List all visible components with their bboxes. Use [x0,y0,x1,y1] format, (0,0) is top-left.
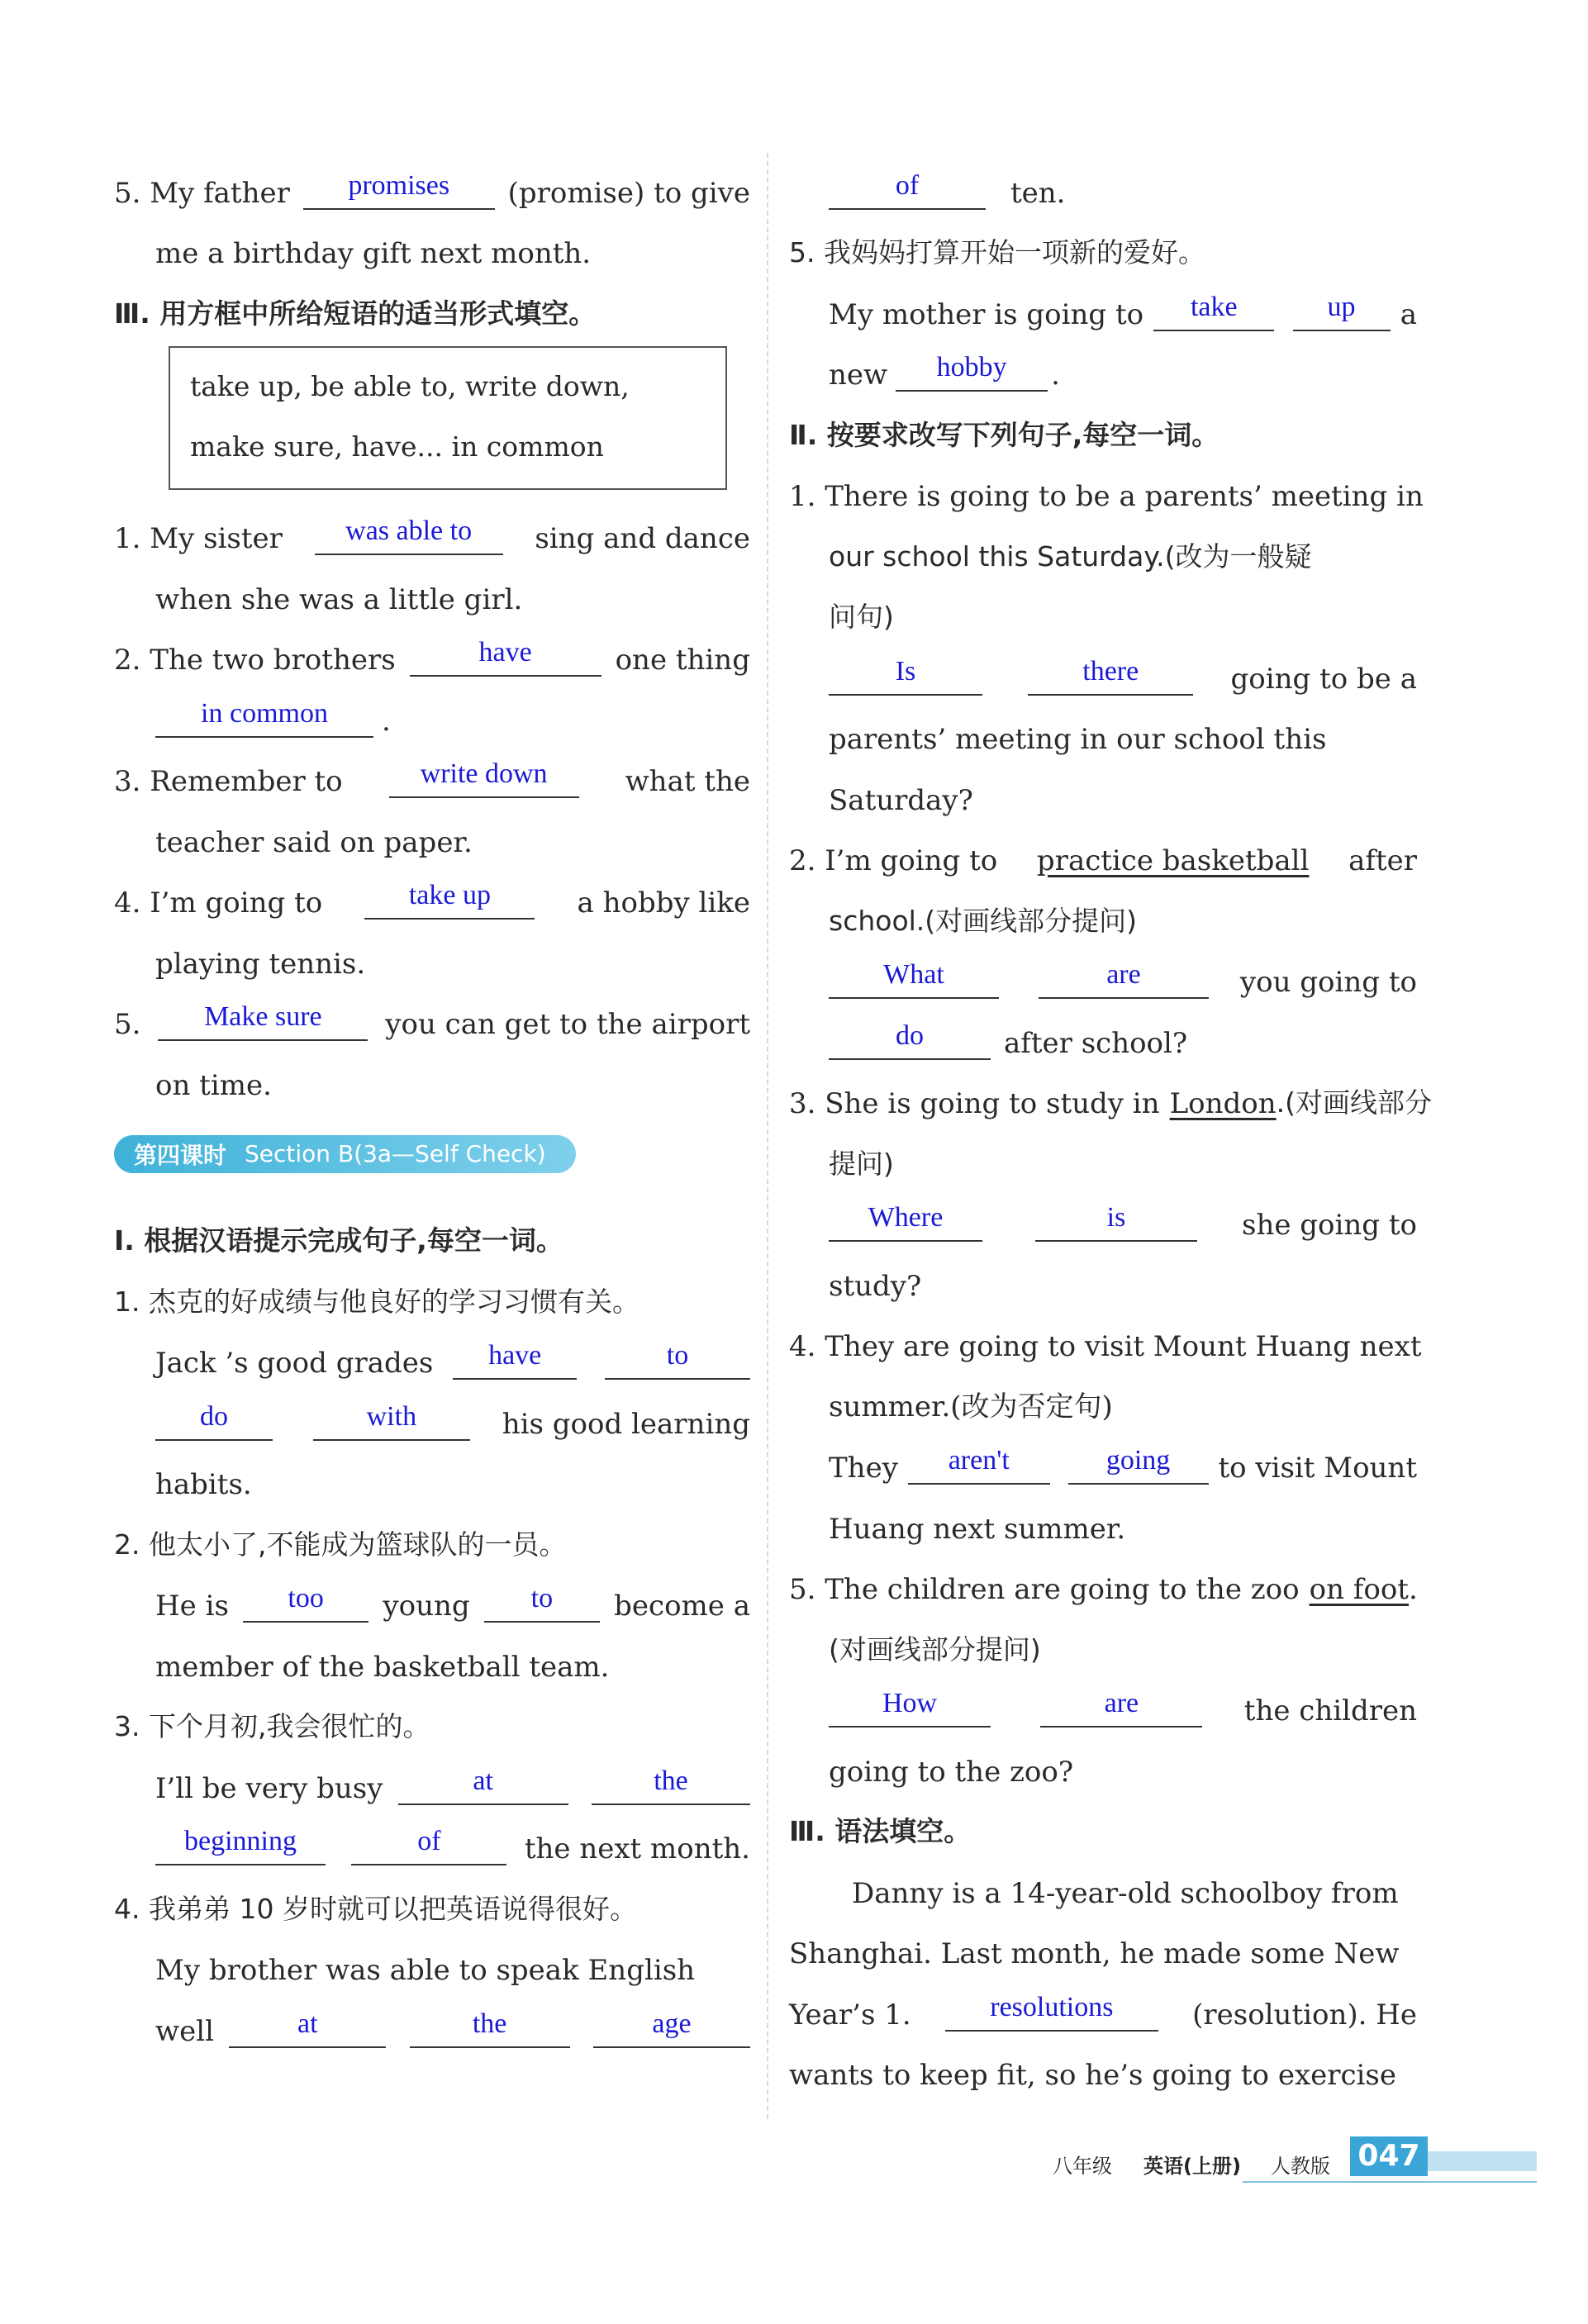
question-line: Where is she going to [789,1181,1417,1243]
question-line: playing tennis. [155,947,366,981]
underlined-phrase: on foot [1309,1573,1409,1606]
question-line: My brother was able to speak English [155,1954,696,1987]
answer-blank: promises [303,178,495,210]
answer-blank: beginning [155,1834,326,1865]
answer-blank: is [1035,1210,1197,1242]
question-line: 5. Make sure you can get to the airport [114,1001,750,1041]
lesson-banner: 第四课时 Section B(3a—Self Check) [114,1135,576,1173]
question-line: 3. Remember to write down what the [114,758,750,798]
page-number: 047 [1350,2136,1428,2176]
section-heading: Ⅲ. 语法填空。 [789,1815,972,1847]
left-q5-line2: me a birthday gift next month. [155,237,592,270]
left-column [114,149,750,2048]
passage-line: Year’s 1. resolutions (resolution). He [789,1991,1417,2032]
answer-blank: to [484,1591,600,1623]
question-line: Jack ’s good grades have to [114,1319,750,1381]
answer-blank: hobby [896,360,1048,392]
answer-blank: take up [364,888,535,920]
question-line: 问句) [829,601,894,633]
answer-blank: Where [829,1210,982,1242]
question-line: My mother is going to take up a [829,291,1417,331]
answer-blank: going [1068,1453,1209,1485]
subject-label: 英语(上册) [1143,2155,1241,2178]
answer-blank: of [829,178,986,210]
question-line: He is too young to become a [155,1583,750,1623]
question-line: 3. 下个月初,我会很忙的。 [114,1710,430,1742]
question-line: Huang next summer. [829,1512,1126,1546]
grade-label: 八年级 [1053,2155,1112,2178]
question-line: do with his good learning [114,1380,750,1441]
question-line: 4. 我弟弟 10 岁时就可以把英语说得很好。 [114,1892,637,1925]
question-line: school.(对画线部分提问) [829,904,1138,937]
passage-line: Shanghai. Last month, he made some New [789,1937,1400,1970]
question-line: How are the children [789,1667,1417,1728]
question-line: 5. 我妈妈打算开始一项新的爱好。 [789,236,1205,269]
question-line: on time. [155,1068,272,1102]
answer-blank: What [829,967,999,999]
edition-label: 人教版 [1271,2155,1330,2178]
question-line: 2. The two brothers have one thing [114,637,750,677]
passage-line: wants to keep fit, so he’s going to exercise [789,2059,1396,2092]
page-footer [1053,2135,1548,2184]
answer-blank: aren't [908,1453,1050,1485]
answer-blank: Make sure [158,1010,368,1041]
answer-blank: was able to [315,524,503,555]
footer-bar [1428,2151,1537,2171]
question-line: when she was a little girl. [155,582,523,616]
underlined-phrase: London [1169,1087,1277,1120]
answer-blank: to [605,1348,750,1380]
answer-blank: take [1153,300,1274,331]
footer-rule [1243,2181,1537,2183]
question-line: What are you going to [789,939,1417,1000]
question-line: Is there going to be a [789,634,1417,696]
question-line: 4. I’m going to take up a hobby like [114,880,750,920]
question-line: well at the age [114,1987,750,2048]
question-line: 1. There is going to be a parents’ meeting in [789,480,1424,513]
question-line: 1. 杰克的好成绩与他良好的学习习惯有关。 [114,1285,639,1318]
answer-blank: of [351,1834,506,1865]
question-line: in common . [114,677,750,738]
section-heading: Ⅲ. 用方框中所给短语的适当形式填空。 [114,297,597,330]
question-line: beginning of the next month. [114,1805,750,1866]
question-line: habits. [155,1468,252,1501]
answer-blank: Is [829,664,982,696]
question-line: Saturday? [829,783,973,817]
answer-blank: have [410,645,601,677]
question-line: 2. 他太小了,不能成为篮球队的一员。 [114,1528,567,1561]
answer-blank: do [155,1409,273,1441]
question-line: summer.(改为否定句) [829,1390,1113,1423]
question-line: (对画线部分提问) [829,1633,1041,1666]
section-heading: Ⅰ. 根据汉语提示完成句子,每空一词。 [114,1224,563,1257]
answer-blank: age [593,2017,750,2048]
answer-blank: too [243,1591,368,1623]
answer-blank: How [829,1696,991,1728]
question-line: 2. I’m going to practice basketball after [789,844,1417,877]
answer-blank: with [313,1409,470,1441]
passage-line: Danny is a 14-year-old schoolboy from [852,1876,1399,1910]
answer-blank: do [829,1029,991,1060]
column-divider [767,153,768,2119]
answer-blank: at [229,2017,386,2048]
question-line: teacher said on paper. [155,825,473,859]
question-line: 3. She is going to study in London .(对画线部分 [789,1086,1433,1120]
answer-blank: there [1028,664,1193,696]
answer-blank: the [410,2017,570,2048]
answer-blank: write down [389,767,579,798]
question-line: 4. They are going to visit Mount Huang next [789,1330,1422,1363]
answer-blank: have [453,1348,577,1380]
question-line: parents’ meeting in our school this [829,723,1327,756]
answer-blank: are [1039,967,1209,999]
phrase-box: take up, be able to, write down, make sure, have... in common [169,346,727,490]
question-line: 5. The children are going to the zoo on foot . [789,1573,1418,1606]
answer-blank: in common [155,706,373,738]
right-column [789,149,1433,2092]
question-line: of ten. [789,149,1417,210]
question-line: do after school? [789,999,1417,1060]
question-line: new hobby . [829,352,1060,392]
question-line: 1. My sister was able to sing and dance [114,516,750,555]
left-q5-line1: 5. My father promises (promise) to give [114,169,750,210]
answer-blank: are [1040,1696,1202,1728]
question-line: our school this Saturday.(改为一般疑 [829,539,1312,573]
underlined-phrase: practice basketball [1036,844,1310,877]
question-line: They aren't going to visit Mount [829,1445,1417,1485]
answer-blank: up [1293,300,1391,331]
question-line: study? [829,1269,922,1303]
section-heading: Ⅱ. 按要求改写下列句子,每空一词。 [789,418,1220,451]
answer-blank: resolutions [945,2000,1158,2032]
question-line: 提问) [829,1147,894,1180]
answer-blank: at [398,1774,568,1805]
question-line: going to the zoo? [829,1755,1074,1789]
question-line: I’ll be very busy at the [114,1744,750,1805]
answer-blank: the [592,1774,750,1805]
question-line: member of the basketball team. [155,1650,610,1684]
